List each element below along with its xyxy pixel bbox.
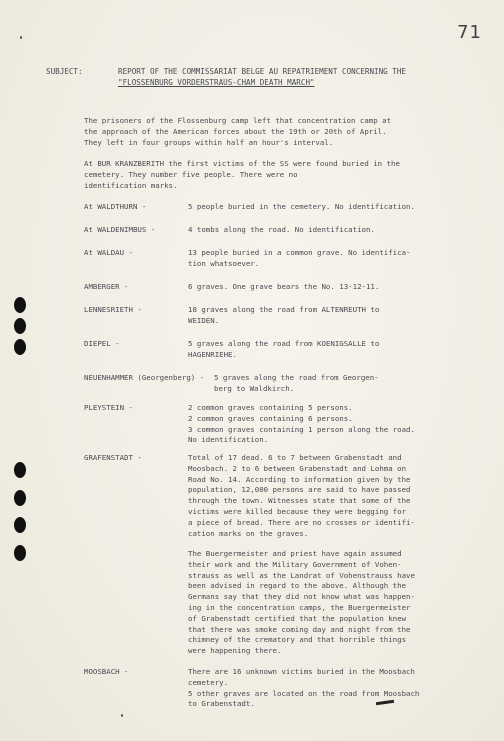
location-name: At WALDAU - [84, 248, 133, 257]
punch-hole [14, 545, 26, 561]
location-name: AMBERGER - [84, 282, 129, 291]
location-description: There are 16 unknown victims buried in the Moosbach cemetery. 5 other graves are located on the road from Moosbach to Grabenstadt. [188, 667, 420, 709]
punch-hole [14, 462, 26, 478]
location-description: 5 graves along the road from KOENIGSALLE to HAGENRIEHE. [188, 339, 380, 359]
location-name: GRAFENSTADT - [84, 453, 142, 462]
location-name: NEUENHAMMER (Georgenberg) - [84, 373, 205, 382]
location-name: PLEYSTEIN - [84, 403, 133, 412]
location-description: 2 common graves containing 5 persons. 2 common graves containing 6 persons. 3 common graves containing 1 person along the road. No identification. [188, 403, 415, 445]
location-name: MOOSBACH - [84, 667, 129, 676]
location-name: LENNESRIETH - [84, 305, 142, 314]
location-description: Total of 17 dead. 6 to 7 between Grabenstadt and Moosbach. 2 to 6 between Grabenstadt and Lohma on Road No. 14. According to information given by the population, 12,000 persons are said to have passed through the town. Witnesses state that some of the victims were killed because they were begging for a piece of bread. There are no crosses or identifi- cation marks on the graves. [188, 453, 415, 538]
location-description: 6 graves. One grave bears the No. 13-12-11. [188, 282, 380, 291]
location-name: At WALDENIMBUS - [84, 225, 156, 234]
punch-hole [14, 490, 26, 506]
location-name: DIEPEL - [84, 339, 120, 348]
subject-title-line-2: "FLOSSENBURG VORDERSTRAUS-CHAM DEATH MARCH" [118, 78, 315, 87]
location-description: 5 graves along the road from Georgen- berg to Waldkirch. [214, 373, 379, 393]
location-description: 5 people buried in the cemetery. No identification. [188, 202, 415, 211]
subject-title [118, 66, 478, 88]
location-name: At WALDTHURN - [84, 202, 147, 211]
subject-label: SUBJECT: [46, 67, 83, 76]
punch-hole [14, 297, 26, 313]
paper-speck [121, 714, 123, 717]
burgomaster-paragraph: The Buergermeister and priest have again assumed their work and the Military Government of Vohen- strauss as well as the Landrat of Vohenstrauss have been advised in regard to the above. Although the Germans say that they did not know what was happen- ing in the concentration camps, the Buergermeister of Grabenstadt certified that the population knew that there was smoke coming day and night from the chimney of the crematory and that horrible things were happening there. [188, 549, 415, 656]
subject-title-line-1: REPORT OF THE COMMISSARIAT BELGE AU REPATRIEMENT CONCERNING THE [118, 67, 407, 76]
first-find-paragraph: At BUR KRANZBERITH the first victims of the SS were found buried in the cemetery. They number five people. There were no identification marks. [84, 159, 400, 190]
punch-hole [14, 339, 26, 355]
punch-hole [14, 517, 26, 533]
page-number: 71 [457, 22, 482, 43]
location-description: 13 people buried in a common grave. No identifica- tion whatsoever. [188, 248, 411, 268]
intro-paragraph: The prisoners of the Flossenburg camp left that concentration camp at the approach of the American forces about the 19th or 20th of April. They left in four groups within half an hour's interval. [84, 116, 392, 147]
paper-speck [20, 36, 22, 39]
location-description: 4 tombs along the road. No identification. [188, 225, 375, 234]
punch-hole [14, 318, 26, 334]
location-description: 18 graves along the road from ALTENREUTH to WEIDEN. [188, 305, 380, 325]
